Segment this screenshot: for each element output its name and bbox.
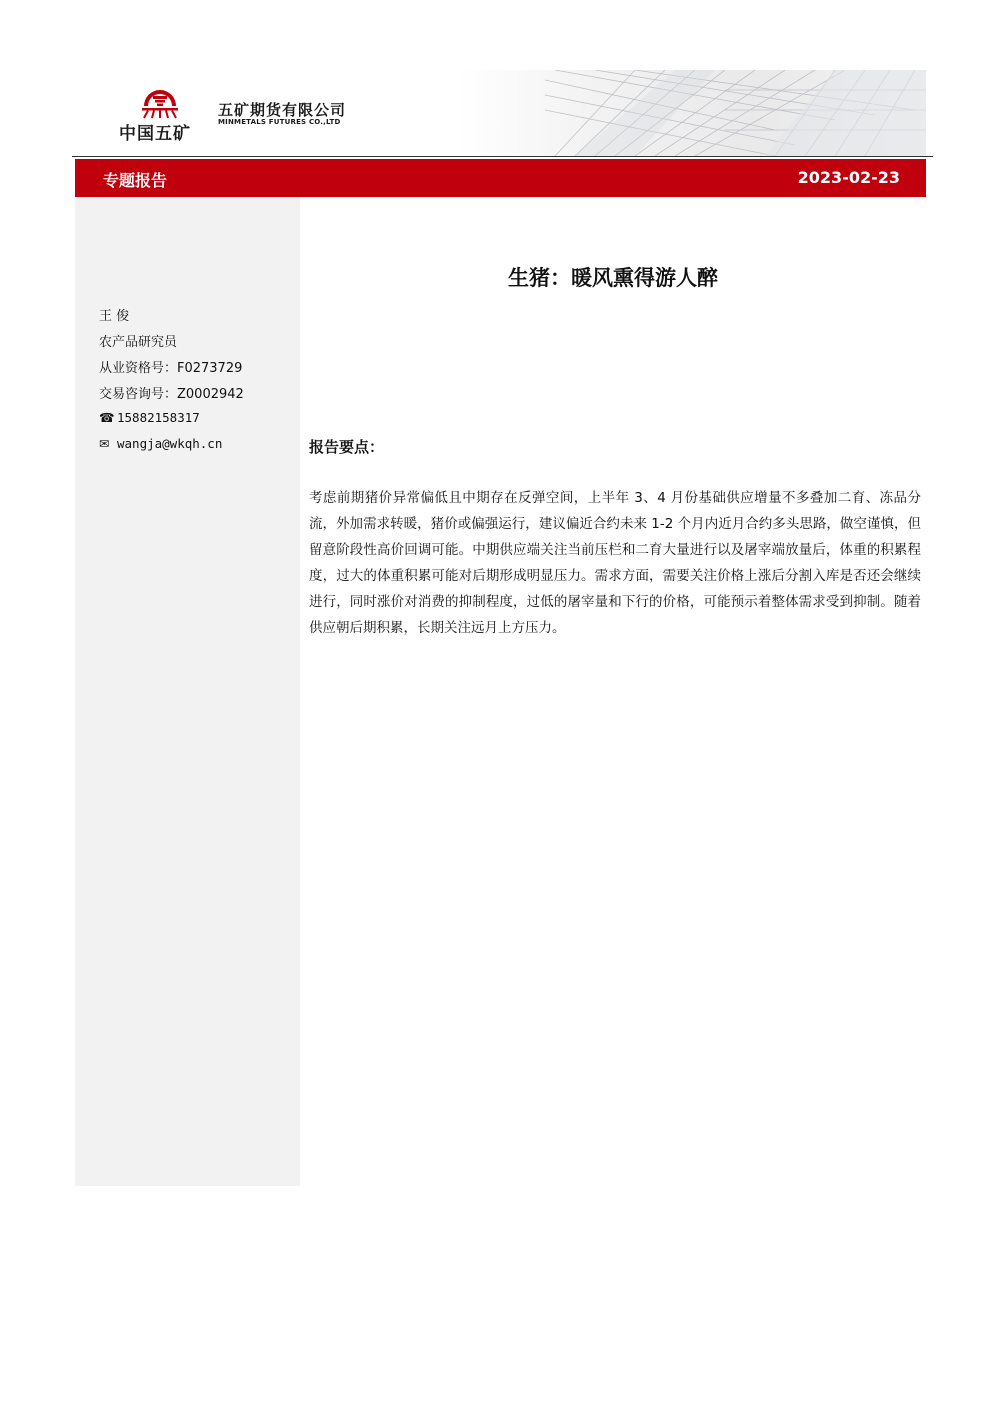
author-qualification: 从业资格号：F0273729 [99,361,243,376]
author-consulting-number: 交易咨询号：Z0002942 [99,387,244,402]
building-graphic [75,70,926,156]
company-name-en: MINMETALS FUTURES CO.,LTD [218,118,341,126]
report-type-label: 专题报告 [103,171,168,190]
report-title: 生猪：暖风熏得游人醉 [508,266,718,290]
section-heading: 报告要点： [309,438,385,456]
report-type-banner [75,159,926,197]
author-email [99,436,222,451]
author-phone [99,410,200,425]
header-banner [75,70,926,156]
header-divider [72,156,933,157]
phone-number: 15882158317 [117,410,200,425]
report-date: 2023-02-23 [797,168,900,187]
envelope-icon: ✉ [99,436,110,451]
minmetals-logo-icon [138,84,182,120]
logo-text: 中国五矿 [119,124,191,144]
report-summary: 考虑前期猪价异常偏低且中期存在反弹空间，上半年 3、4 月份基础供应增量不多叠加二育、冻品分流，外加需求转暖，猪价或偏强运行，建议偏近合约未来 1-2 个月内近月合约多头思路，做空谨慎，但留意阶段性高价回调可能。中期供应端关注当前压栏和二育大量进行以及屠宰端放量后，体重的积累程度，过大的体重积累可能对后期形成明显压力。需求方面，需要关注价格上涨后分割入库是否还会继续进行，同时涨价对消费的抑制程度，过低的屠宰量和下行的价格，可能预示着整体需求受到抑制。随着供应朝后期积累，长期关注远月上方压力。 [309,490,921,636]
author-name: 王 俊 [99,309,130,324]
email-address[interactable]: wangja@wkqh.cn [117,436,223,451]
company-name-cn: 五矿期货有限公司 [218,101,347,119]
phone-icon: ☎ [99,410,115,425]
author-role: 农产品研究员 [99,335,178,350]
